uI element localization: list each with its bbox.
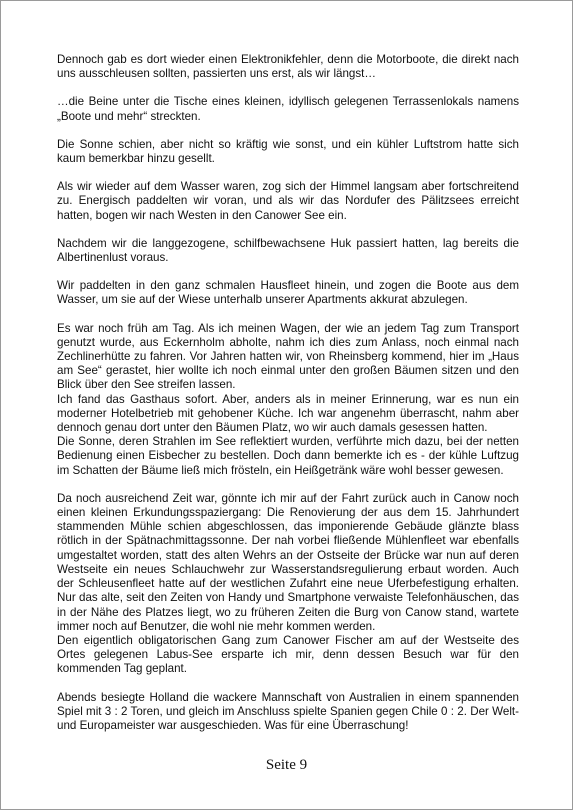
paragraph-7: Es war noch früh am Tag. Als ich meinen Wagen, der wie an jedem Tag zum Transport genutzt wurde, aus Eckernholm abholte, nahm ich dies zum Anlass, noch einmal nach Zechlinerhütte zu fahren. Vor Jahren hatten wir, von Rheinsberg kommend, hier im „Haus am See“ gerastet, hier wollte ich noch einmal unter den großen Bäumen sitzen und den Blick über den See streifen lassen. — [57, 321, 519, 392]
paragraph-4: Als wir wieder auf dem Wasser waren, zog sich der Himmel langsam aber fortschreitend zu. Energisch paddelten wir voran, und als wir das Nordufer des Pälitzsees erreicht hatten, bogen wir nach Westen in den Canower See ein. — [57, 180, 519, 222]
paragraph-10: Da noch ausreichend Zeit war, gönnte ich mir auf der Fahrt zurück auch in Canow noch einen kleinen Erkundungsspaziergang: Die Renovierung der aus dem 15. Jahrhundert stammenden Mühle schien abgeschlossen, das imponierende Gebäude glänzte blass rötlich in der Spätnachmittagssonne. Der nah vorbei fließende Mühlenfleet war ebenfalls umgestaltet worden, statt des alten Wehrs an der Ostseite der Brücke war nun auf deren Westseite ein neues Schlauchwehr zur Wasserstandsregulierung erbaut worden. Auch der Schleusenfleet hatte auf der westlichen Zufahrt eine neue Uferbefestigung erhalten. Nur das alte, seit den Zeiten von Handy und Smartphone verwaiste Telefonhäuschen, das in der Nähe des Platzes liegt, wo zu früheren Zeiten die Burg von Canow stand, wartete immer noch auf Benutzer, die wohl nie mehr kommen werden. — [57, 491, 519, 633]
paragraph-8: Ich fand das Gasthaus sofort. Aber, anders als in meiner Erinnerung, war es nun ein moderner Hotelbetrieb mit gehobener Küche. Ich war angenehm überrascht, nahm aber dennoch genau dort unter den Bäumen Platz, wo wir auch damals gesessen hatten. — [57, 392, 519, 435]
page-body — [57, 53, 519, 747]
page-number: Seite 9 — [265, 757, 308, 773]
paragraph-3: Die Sonne schien, aber nicht so kräftig wie sonst, und ein kühler Luftstrom hatte sich kaum bemerkbar hinzu gesellt. — [57, 137, 519, 166]
paragraph-12: Abends besiegte Holland die wackere Mannschaft von Australien in einem spannenden Spiel mit 3 : 2 Toren, und gleich im Anschluss spielte Spanien gegen Chile 0 : 2. Der Welt- und Europameister war ausgeschieden. Was für eine Überraschung! — [57, 690, 519, 732]
paragraph-5: Nachdem wir die langgezogene, schilfbewachsene Huk passiert hatten, lag bereits die Albertinenlust voraus. — [57, 236, 519, 265]
paragraph-11: Den eigentlich obligatorischen Gang zum Canower Fischer am auf der Westseite des Ortes gelegenen Labus-See ersparte ich mir, denn dessen Besuch war für den kommenden Tag geplant. — [57, 633, 519, 676]
paragraph-6: Wir paddelten in den ganz schmalen Hausfleet hinein, und zogen die Boote aus dem Wasser, um sie auf der Wiese unterhalb unserer Apartments akkurat abzulegen. — [57, 279, 519, 307]
paragraph-2: …die Beine unter die Tische eines kleinen, idyllisch gelegenen Terrassenlokals namens „Boote und mehr“ streckten. — [57, 95, 519, 123]
paragraph-1: Dennoch gab es dort wieder einen Elektronikfehler, denn die Motorboote, die direkt nach uns ausschleusen sollten, passierten uns erst, als wir längst… — [57, 53, 519, 81]
paragraph-9: Die Sonne, deren Strahlen im See reflektiert wurden, verführte mich dazu, bei der netten Bedienung einen Eisbecher zu bestellen. Doch dann bemerkte ich es - der kühle Luftzug im Schatten der Bäume ließ mich frösteln, ein Heißgetränk wäre wohl besser gewesen. — [57, 435, 519, 477]
